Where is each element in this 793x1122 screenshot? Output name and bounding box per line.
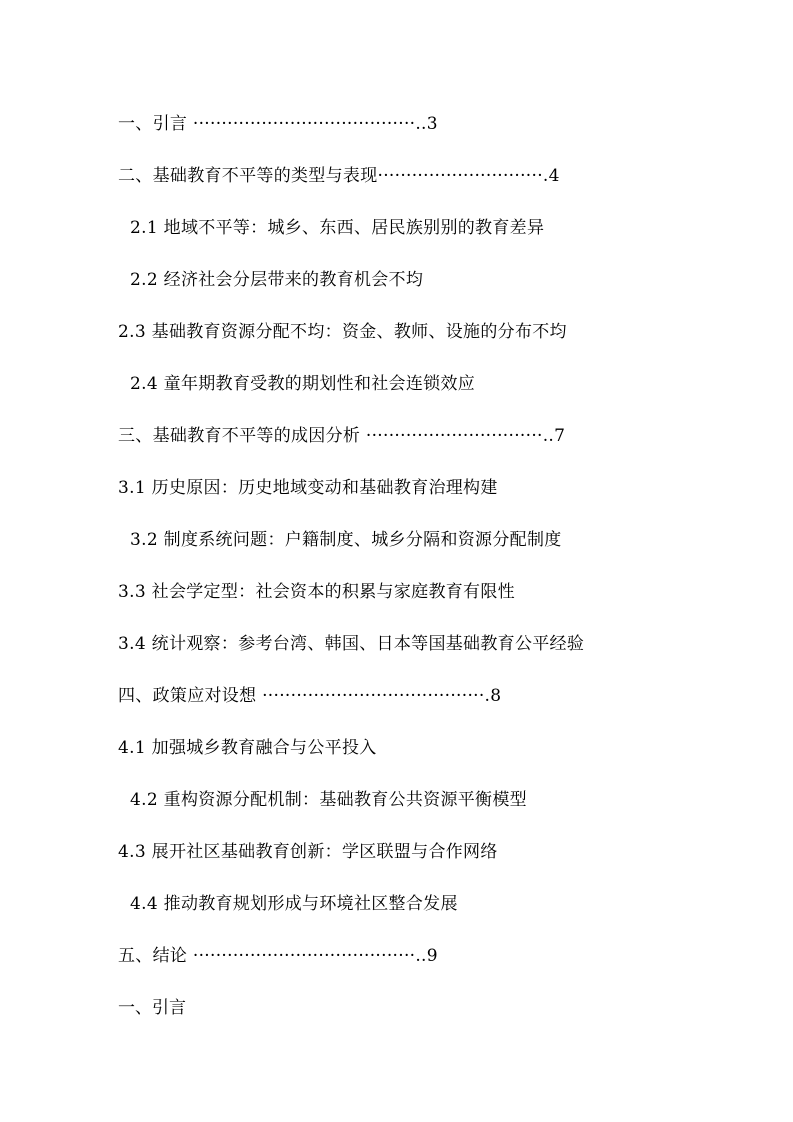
toc-entry-4-1[interactable]: 4.1 加强城乡教育融合与公平投入	[118, 738, 377, 758]
section-heading: 一、引言	[118, 998, 186, 1018]
toc-entry-3-3[interactable]: 3.3 社会学定型：社会资本的积累与家庭教育有限性	[118, 582, 515, 602]
toc-entry-section-2[interactable]: 二、基础教育不平等的类型与表现·····························.4	[118, 166, 560, 186]
toc-entry-section-4[interactable]: 四、政策应对设想 ·······································.8	[118, 686, 502, 706]
toc-entry-3-4[interactable]: 3.4 统计观察：参考台湾、韩国、日本等国基础教育公平经验	[118, 634, 585, 654]
toc-entry-3-2[interactable]: 3.2 制度系统问题：户籍制度、城乡分隔和资源分配制度	[130, 530, 562, 550]
toc-entry-conclusion[interactable]: 五、结论 ·······································..9	[118, 946, 438, 966]
toc-entry-2-4[interactable]: 2.4 童年期教育受教的期划性和社会连锁效应	[130, 374, 476, 394]
toc-entry-4-3[interactable]: 4.3 展开社区基础教育创新：学区联盟与合作网络	[118, 842, 498, 862]
toc-entry-section-3[interactable]: 三、基础教育不平等的成因分析 ·······························..7	[118, 426, 566, 446]
toc-entry-2-2[interactable]: 2.2 经济社会分层带来的教育机会不均	[130, 270, 424, 290]
toc-entry-2-3[interactable]: 2.3 基础教育资源分配不均：资金、教师、设施的分布不均	[118, 322, 567, 342]
toc-entry-introduction[interactable]: 一、引言 ·······································..3	[118, 114, 438, 134]
toc-entry-4-2[interactable]: 4.2 重构资源分配机制：基础教育公共资源平衡模型	[130, 790, 527, 810]
toc-entry-2-1[interactable]: 2.1 地域不平等：城乡、东西、居民族别别的教育差异	[130, 218, 545, 238]
toc-entry-4-4[interactable]: 4.4 推动教育规划形成与环境社区整合发展	[130, 894, 458, 914]
toc-entry-3-1[interactable]: 3.1 历史原因：历史地域变动和基础教育治理构建	[118, 478, 498, 498]
